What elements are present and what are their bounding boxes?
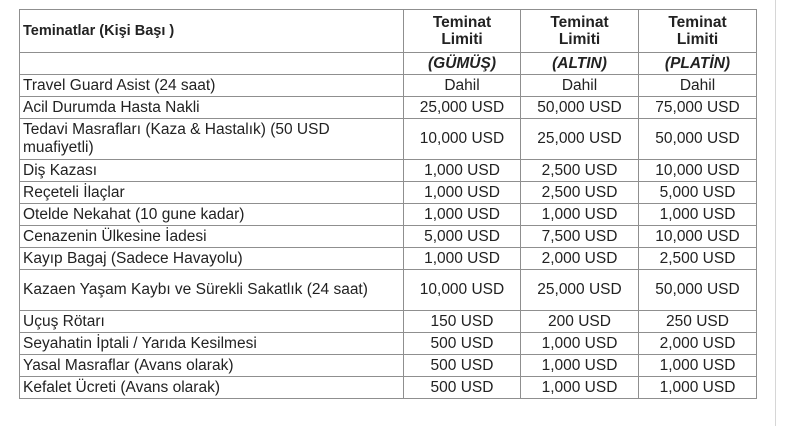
value-platin: 10,000 USD: [639, 226, 757, 248]
value-altin: 50,000 USD: [521, 97, 639, 119]
value-altin: 200 USD: [521, 311, 639, 333]
table-row: [20, 226, 757, 248]
value-gumus: Dahil: [404, 75, 521, 97]
table-row: [20, 377, 757, 399]
column-header-line1: Teminat: [550, 14, 609, 31]
coverage-label: Tedavi Masrafları (Kaza & Hastalık) (50 USD muafiyetli): [20, 119, 404, 160]
table-row: [20, 182, 757, 204]
value-gumus: 10,000 USD: [404, 119, 521, 160]
value-platin: 2,000 USD: [639, 333, 757, 355]
tier-label-gumus: (GÜMÜŞ): [404, 53, 521, 75]
table-row: [20, 270, 757, 311]
coverage-label: Acil Durumda Hasta Nakli: [20, 97, 404, 119]
value-gumus: 500 USD: [404, 355, 521, 377]
tier-row: [20, 53, 757, 75]
value-altin: 1,000 USD: [521, 355, 639, 377]
value-altin: 1,000 USD: [521, 377, 639, 399]
value-gumus: 1,000 USD: [404, 248, 521, 270]
value-platin: 1,000 USD: [639, 377, 757, 399]
value-platin: 10,000 USD: [639, 160, 757, 182]
value-altin: 25,000 USD: [521, 119, 639, 160]
coverage-label: Kefalet Ücreti (Avans olarak): [20, 377, 404, 399]
coverage-label: Kazaen Yaşam Kaybı ve Sürekli Sakatlık (24 saat): [20, 270, 404, 311]
tier-label-altin: (ALTIN): [521, 53, 639, 75]
value-gumus: 1,000 USD: [404, 160, 521, 182]
table-row: [20, 75, 757, 97]
table-title: Teminatlar (Kişi Başı ): [20, 10, 404, 53]
coverage-label: Kayıp Bagaj (Sadece Havayolu): [20, 248, 404, 270]
coverage-label: Otelde Nekahat (10 gune kadar): [20, 204, 404, 226]
value-altin: 2,500 USD: [521, 182, 639, 204]
value-altin: 1,000 USD: [521, 204, 639, 226]
column-header-gumus: [404, 10, 521, 53]
value-altin: 25,000 USD: [521, 270, 639, 311]
tier-row-spacer: [20, 53, 404, 75]
header-row: [20, 10, 757, 53]
value-platin: Dahil: [639, 75, 757, 97]
coverage-label: Reçeteli İlaçlar: [20, 182, 404, 204]
coverage-label: Travel Guard Asist (24 saat): [20, 75, 404, 97]
column-header-line2: Limiti: [558, 31, 601, 48]
column-header-altin: [521, 10, 639, 53]
coverage-label: Uçuş Rötarı: [20, 311, 404, 333]
value-platin: 75,000 USD: [639, 97, 757, 119]
column-header-line1: Teminat: [432, 14, 492, 31]
value-platin: 250 USD: [639, 311, 757, 333]
value-gumus: 5,000 USD: [404, 226, 521, 248]
coverage-label: Diş Kazası: [20, 160, 404, 182]
value-altin: 2,500 USD: [521, 160, 639, 182]
value-platin: 2,500 USD: [639, 248, 757, 270]
table-row: [20, 248, 757, 270]
column-header-line1: Teminat: [668, 14, 727, 31]
column-header-line2: Limiti: [441, 31, 483, 48]
value-gumus: 1,000 USD: [404, 204, 521, 226]
coverage-label: Cenazenin Ülkesine İadesi: [20, 226, 404, 248]
value-platin: 1,000 USD: [639, 204, 757, 226]
table-row: [20, 119, 757, 160]
value-gumus: 500 USD: [404, 377, 521, 399]
value-gumus: 10,000 USD: [404, 270, 521, 311]
table-row: [20, 311, 757, 333]
tier-label-platin: (PLATİN): [639, 53, 757, 75]
table-row: [20, 97, 757, 119]
value-platin: 50,000 USD: [639, 270, 757, 311]
value-platin: 1,000 USD: [639, 355, 757, 377]
column-header-platin: [639, 10, 757, 53]
value-altin: 2,000 USD: [521, 248, 639, 270]
value-platin: 50,000 USD: [639, 119, 757, 160]
value-gumus: 1,000 USD: [404, 182, 521, 204]
value-altin: 1,000 USD: [521, 333, 639, 355]
value-altin: 7,500 USD: [521, 226, 639, 248]
column-header-line2: Limiti: [676, 31, 719, 48]
coverage-label: Seyahatin İptali / Yarıda Kesilmesi: [20, 333, 404, 355]
table-row: [20, 160, 757, 182]
table-row: [20, 204, 757, 226]
value-gumus: 25,000 USD: [404, 97, 521, 119]
table-row: [20, 333, 757, 355]
value-gumus: 500 USD: [404, 333, 521, 355]
table-row: [20, 355, 757, 377]
value-platin: 5,000 USD: [639, 182, 757, 204]
coverage-table: [19, 9, 757, 399]
value-altin: Dahil: [521, 75, 639, 97]
coverage-label: Yasal Masraflar (Avans olarak): [20, 355, 404, 377]
value-gumus: 150 USD: [404, 311, 521, 333]
